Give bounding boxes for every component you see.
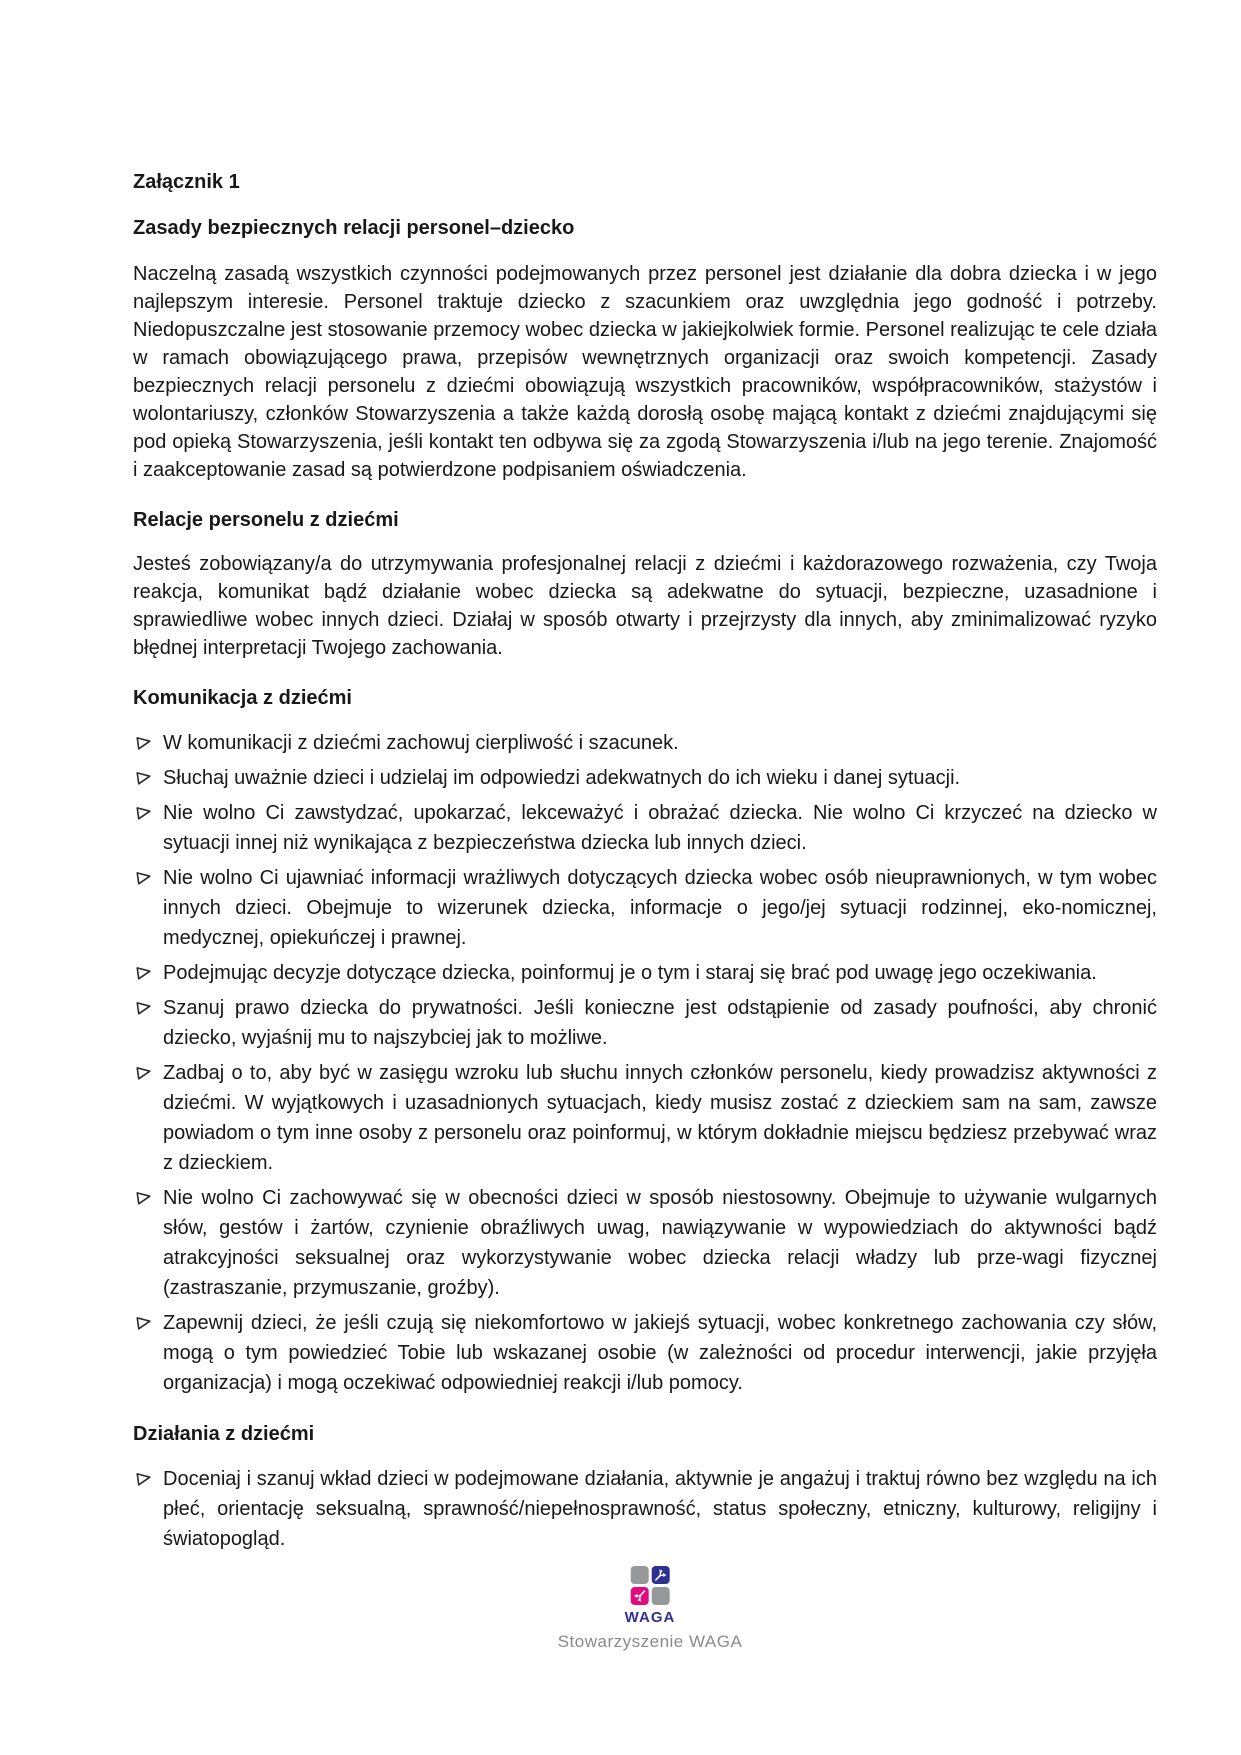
- arrow-bullet-icon: [136, 770, 152, 786]
- list-item-text: Doceniaj i szanuj wkład dzieci w podejmowane działania, aktywnie je angażuj i traktuj równo bez względu na ich płeć, orientację seksualną, sprawność/niepełnosprawność, status społeczny, etniczny, kulturowy, religijny i światopogląd.: [163, 1468, 1157, 1550]
- footer: [558, 1566, 743, 1652]
- intro-paragraph: Naczelną zasadą wszystkich czynności podejmowanych przez personel jest działanie dla dobra dziecka i w jego najlepszym interesie. Personel traktuje dziecko z szacunkiem oraz uwzględnia jego godność i potrzeby. Niedopuszczalne jest stosowanie przemocy wobec dziecka w jakiejkolwiek formie. Personel realizując te cele działa w ramach obowiązującego prawa, przepisów wewnętrznych organizacji oraz swoich kompetencji. Zasady bezpiecznych relacji personelu z dziećmi obowiązują wszystkich pracowników, współpracowników, stażystów i wolontariuszy, członków Stowarzyszenia a także każdą dorosłą osobę mającą kontakt z dziećmi znajdującymi się pod opieką Stowarzyszenia, jeśli kontakt ten odbywa się za zgodą Stowarzyszenia i/lub na jego terenie. Znajomość i zaakceptowanie zasad są potwierdzone podpisaniem oświadczenia.: [133, 263, 1157, 481]
- list-item: [133, 1308, 1157, 1398]
- arrow-bullet-icon: [136, 735, 152, 751]
- list-item-text: Zapewnij dzieci, że jeśli czują się niekomfortowo w jakiejś sytuacji, wobec konkretnego zachowania czy słów, mogą o tym powiedzieć Tobie lub wskazanej osobie (w zależności od procedur interwencji, jakie przyjęła organizacja) i mogą oczekiwać odpowiedniej reakcji i/lub pomocy.: [163, 1312, 1157, 1394]
- list-item-text: Nie wolno Ci ujawniać informacji wrażliwych dotyczących dziecka wobec osób nieuprawnionych, w tym wobec innych dzieci. Obejmuje to wizerunek dziecka, informacje o jego/jej sytuacji rodzinnej, eko-nomicznej, medycznej, opiekuńczej i prawnej.: [163, 867, 1157, 949]
- list-item: [133, 1058, 1157, 1178]
- arrow-bullet-icon: [136, 1065, 152, 1081]
- list-item: [133, 1464, 1157, 1554]
- list-item-text: Zadbaj o to, aby być w zasięgu wzroku lub słuchu innych członków personelu, kiedy prowadzisz aktywności z dziećmi. W wyjątkowych i uzasadnionych sytuacjach, kiedy musisz zostać z dzieckiem sam na sam, zawsze powiadom o tym inne osoby z personelu oraz poinformuj, w którym dokładnie miejscu będziesz przebywać wraz z dzieckiem.: [163, 1062, 1157, 1174]
- list-item-text: Szanuj prawo dziecka do prywatności. Jeśli konieczne jest odstąpienie od zasady poufności, aby chronić dziecko, wyjaśnij mu to najszybciej jak to możliwe.: [163, 997, 1157, 1049]
- section-heading-relacje: Relacje personelu z dziećmi: [133, 509, 399, 531]
- page-title: Zasady bezpiecznych relacji personel–dziecko: [133, 217, 575, 239]
- logo-square-navy-arrows-icon: [652, 1566, 670, 1584]
- list-item: [133, 798, 1157, 858]
- list-item: [133, 863, 1157, 953]
- attachment-label: Załącznik 1: [133, 171, 240, 193]
- logo-square-gray-top-left: [631, 1566, 649, 1584]
- dzialania-list: [133, 1464, 1157, 1554]
- list-item: [133, 993, 1157, 1053]
- list-item: [133, 1183, 1157, 1303]
- logo-square-magenta-arrows-icon: [631, 1587, 649, 1605]
- arrow-bullet-icon: [136, 1315, 152, 1331]
- list-item-text: Nie wolno Ci zawstydzać, upokarzać, lekceważyć i obrażać dziecka. Nie wolno Ci krzyczeć na dziecko w sytuacji innej niż wynikająca z bezpieczeństwa dziecka lub innych dzieci.: [163, 802, 1157, 854]
- arrow-bullet-icon: [136, 870, 152, 886]
- logo-square-gray-bottom-right: [652, 1587, 670, 1605]
- komunikacja-list: [133, 728, 1157, 1398]
- list-item-text: Nie wolno Ci zachowywać się w obecności dzieci w sposób niestosowny. Obejmuje to używanie wulgarnych słów, gestów i żartów, czynienie obraźliwych uwag, nawiązywanie w wypowiedziach do aktywności bądź atrakcyjności seksualnej oraz wykorzystywanie wobec dziecka relacji władzy lub prze-wagi fizycznej (zastraszanie, przymuszanie, groźby).: [163, 1187, 1157, 1299]
- arrow-bullet-icon: [136, 805, 152, 821]
- document-body: [133, 168, 1157, 1564]
- arrow-bullet-icon: [136, 1471, 152, 1487]
- logo-wordmark: WAGA: [624, 1609, 676, 1626]
- arrow-bullet-icon: [136, 965, 152, 981]
- list-item-text: Słuchaj uważnie dzieci i udzielaj im odpowiedzi adekwatnych do ich wieku i danej sytuacji.: [163, 767, 961, 789]
- waga-logo: [631, 1566, 670, 1605]
- list-item-text: W komunikacji z dziećmi zachowuj cierpliwość i szacunek.: [163, 732, 679, 754]
- section-heading-komunikacja: Komunikacja z dziećmi: [133, 687, 352, 709]
- arrow-bullet-icon: [136, 1000, 152, 1016]
- list-item: [133, 763, 1157, 793]
- arrow-bullet-icon: [136, 1190, 152, 1206]
- list-item-text: Podejmując decyzje dotyczące dziecka, poinformuj je o tym i staraj się brać pod uwagę jego oczekiwania.: [163, 962, 1097, 984]
- list-item: [133, 958, 1157, 988]
- organization-name: Stowarzyszenie WAGA: [557, 1632, 743, 1651]
- relacje-paragraph: Jesteś zobowiązany/a do utrzymywania profesjonalnej relacji z dziećmi i każdorazowego rozważenia, czy Twoja reakcja, komunikat bądź działanie wobec dziecka są adekwatne do sytuacji, bezpieczne, uzasadnione i sprawiedliwe wobec innych dzieci. Działaj w sposób otwarty i przejrzysty dla innych, aby zminimalizować ryzyko błędnej interpretacji Twojego zachowania.: [133, 553, 1157, 659]
- section-heading-dzialania: Działania z dziećmi: [133, 1423, 315, 1445]
- list-item: [133, 728, 1157, 758]
